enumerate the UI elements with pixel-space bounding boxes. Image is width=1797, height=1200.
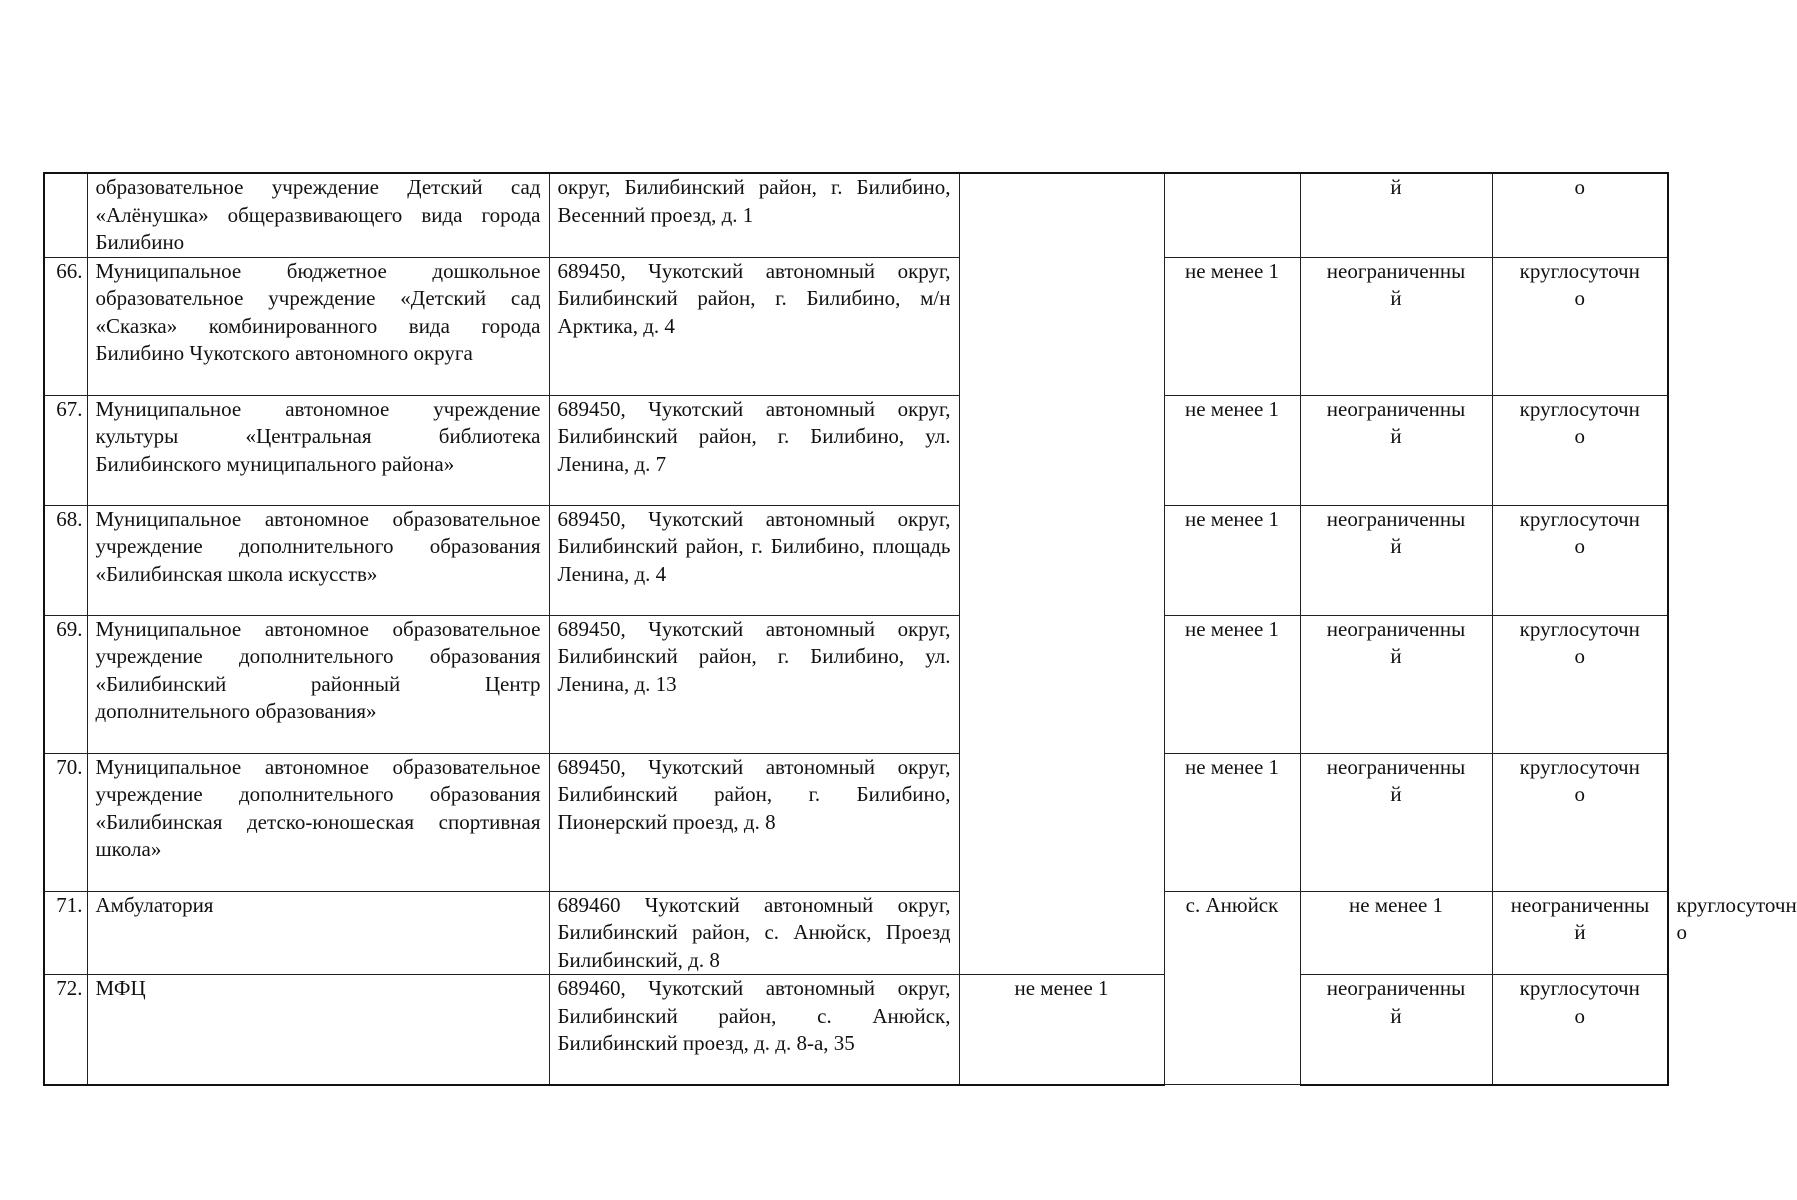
- duration-cell: неограниченны й: [1492, 891, 1668, 975]
- row-number: 69.: [44, 615, 87, 753]
- organization-address: 689460 Чукотский автономный округ, Билибинский район, с. Анюйск, Проезд Билибинский, д. 8: [549, 891, 959, 975]
- duration-cell: неограниченны й: [1300, 615, 1492, 753]
- mode-cell: круглосуточн о: [1492, 505, 1668, 615]
- organization-address: 689450, Чукотский автономный округ, Билибинский район, г. Билибино, площадь Ленина, д. 4: [549, 505, 959, 615]
- mode-cell: круглосуточн о: [1492, 395, 1668, 505]
- organization-name: Амбулатория: [87, 891, 549, 975]
- table-row: [44, 505, 1668, 615]
- organization-name: Муниципальное автономное образовательное учреждение дополнительного образования «Билибинский районный Центр дополнительного образования»: [87, 615, 549, 753]
- mode-cell: круглосуточн о: [1492, 975, 1668, 1085]
- mode-cell: круглосуточн о: [1492, 753, 1668, 891]
- duration-cell: й: [1300, 173, 1492, 257]
- mode-cell: круглосуточн о: [1492, 615, 1668, 753]
- mode-cell: круглосуточн о: [1492, 257, 1668, 395]
- table-row: [44, 975, 1668, 1085]
- row-number: [44, 173, 87, 257]
- organization-address: 689450, Чукотский автономный округ, Билибинский район, г. Билибино, ул. Ленина, д. 7: [549, 395, 959, 505]
- row-number: 67.: [44, 395, 87, 505]
- row-number: 72.: [44, 975, 87, 1085]
- organization-name: Муниципальное автономное учреждение культуры «Центральная библиотека Билибинского муниципального района»: [87, 395, 549, 505]
- locality-cell: [959, 173, 1164, 975]
- row-number: 71.: [44, 891, 87, 975]
- organization-name: Муниципальное бюджетное дошкольное образовательное учреждение «Детский сад «Сказка» комбинированного вида города Билибино Чукотского автономного округа: [87, 257, 549, 395]
- table-row: [44, 173, 1668, 257]
- count-cell: не менее 1: [1164, 505, 1300, 615]
- table-row: [44, 753, 1668, 891]
- count-cell: не менее 1: [1164, 615, 1300, 753]
- organization-name: МФЦ: [87, 975, 549, 1085]
- count-cell: не менее 1: [1164, 257, 1300, 395]
- row-number: 66.: [44, 257, 87, 395]
- organization-name: Муниципальное автономное образовательное учреждение дополнительного образования «Билибинская школа искусств»: [87, 505, 549, 615]
- duration-cell: неограниченны й: [1300, 753, 1492, 891]
- count-cell: не менее 1: [1300, 891, 1492, 975]
- locality-cell: с. Анюйск: [1164, 891, 1300, 1085]
- organization-address: округ, Билибинский район, г. Билибино, Весенний проезд, д. 1: [549, 173, 959, 257]
- count-cell: не менее 1: [959, 975, 1164, 1085]
- mode-cell: о: [1492, 173, 1668, 257]
- count-cell: не менее 1: [1164, 753, 1300, 891]
- duration-cell: неограниченны й: [1300, 395, 1492, 505]
- table-row: [44, 395, 1668, 505]
- row-number: 68.: [44, 505, 87, 615]
- organization-address: 689450, Чукотский автономный округ, Билибинский район, г. Билибино, ул. Ленина, д. 13: [549, 615, 959, 753]
- duration-cell: неограниченны й: [1300, 257, 1492, 395]
- duration-cell: неограниченны й: [1300, 505, 1492, 615]
- organization-address: 689450, Чукотский автономный округ, Билибинский район, г. Билибино, м/н Арктика, д. 4: [549, 257, 959, 395]
- count-cell: [1164, 173, 1300, 257]
- organization-address: 689450, Чукотский автономный округ, Билибинский район, г. Билибино, Пионерский проезд, д. 8: [549, 753, 959, 891]
- organization-address: 689460, Чукотский автономный округ, Билибинский район, с. Анюйск, Билибинский проезд, д. д. 8-а, 35: [549, 975, 959, 1085]
- facilities-table: [43, 172, 1797, 1086]
- table-row: [44, 257, 1668, 395]
- organization-name: образовательное учреждение Детский сад «Алёнушка» общеразвивающего вида города Билибино: [87, 173, 549, 257]
- row-number: 70.: [44, 753, 87, 891]
- duration-cell: неограниченны й: [1300, 975, 1492, 1085]
- table-row: [44, 615, 1668, 753]
- organization-name: Муниципальное автономное образовательное учреждение дополнительного образования «Билибинская детско-юношеская спортивная школа»: [87, 753, 549, 891]
- table-row: 71. Амбулатория 689460 Чукотский автономный округ, Билибинский район, с. Анюйск, Проезд Билибинский, д. 8 с. Анюйск не менее 1 неограниченны й круглосуточн о: [44, 891, 1668, 975]
- count-cell: не менее 1: [1164, 395, 1300, 505]
